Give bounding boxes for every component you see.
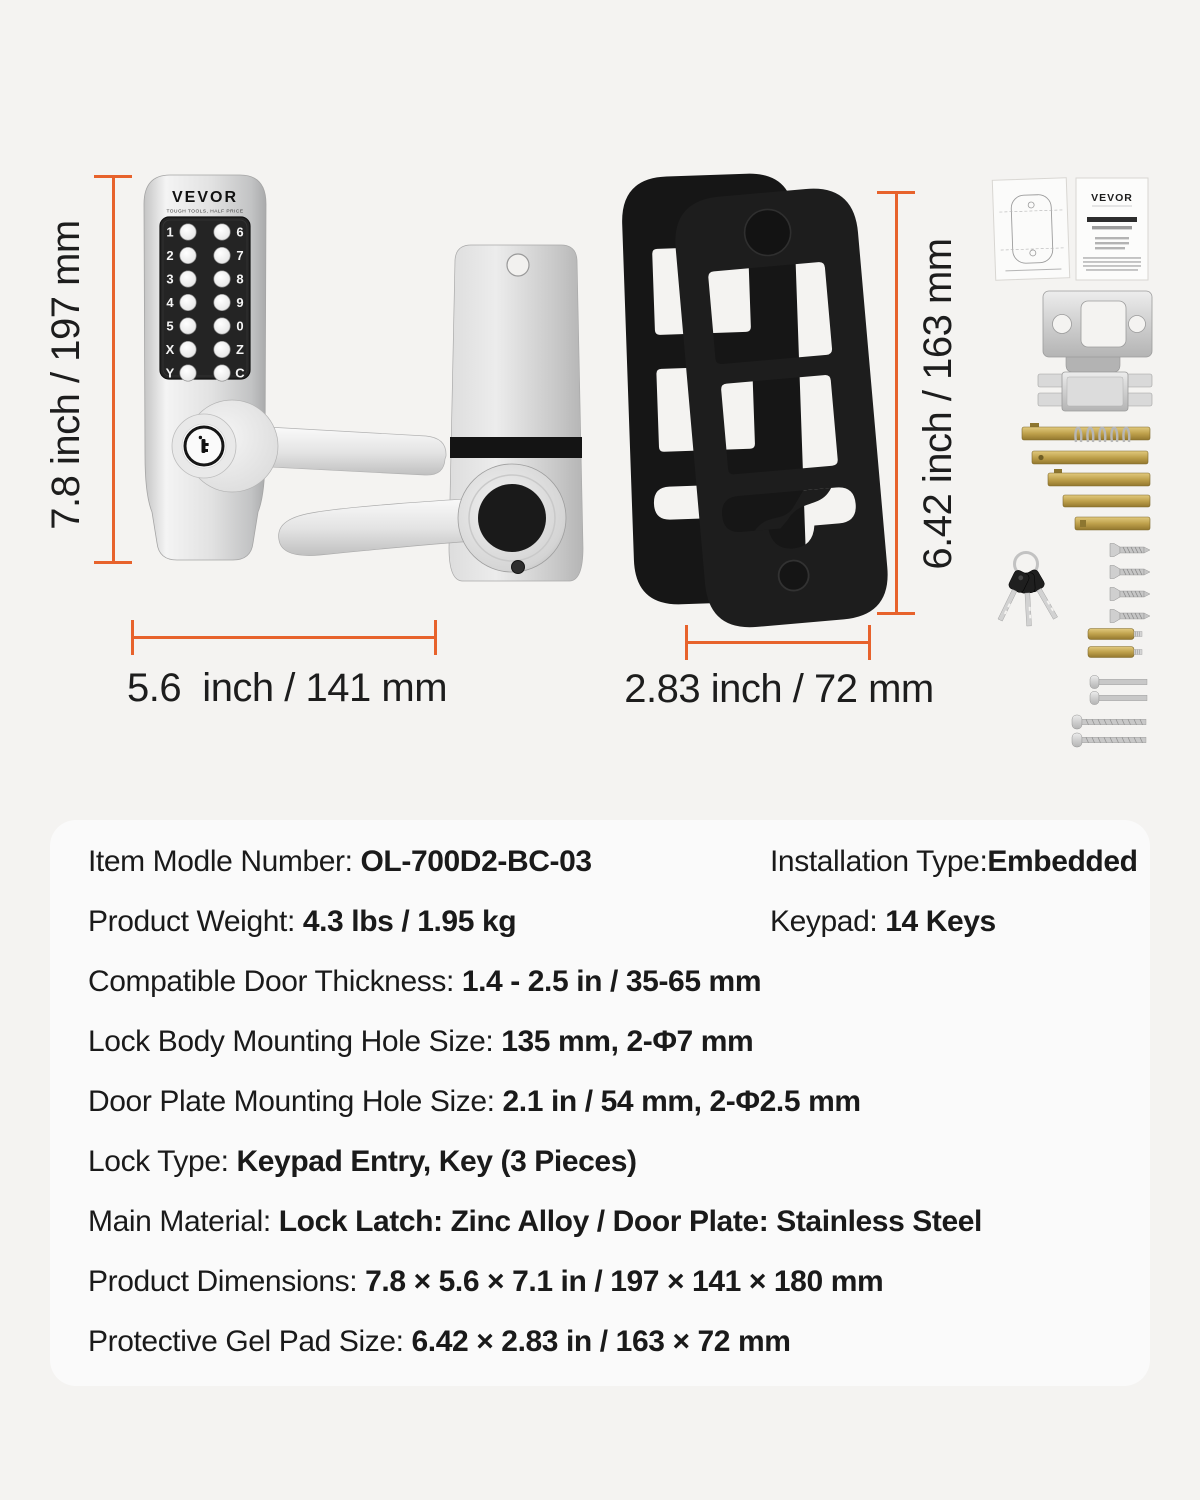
spec-row-gel-pad-size (88, 1312, 1126, 1372)
spec-value: 135 mm, 2-Φ7 mm (501, 1025, 754, 1058)
key-label[interactable]: Z (236, 342, 244, 357)
spindle-bars (1022, 423, 1150, 530)
spec-row-lock-type (88, 1132, 1126, 1192)
pad-height-line (895, 193, 898, 615)
spec-value: 6.42 × 2.83 in / 163 × 72 mm (411, 1325, 791, 1358)
exterior-lever (250, 426, 446, 475)
spec-value: 7.8 × 5.6 × 7.1 in / 197 × 141 × 180 mm (365, 1265, 884, 1298)
lock-height-label: 7.8 inch / 197 mm (44, 220, 88, 530)
lock-width-line (133, 636, 437, 639)
spec-row-product-dimensions (88, 1252, 1126, 1312)
spec-installation-type (770, 832, 1138, 892)
spec-label: Main Material: (88, 1205, 279, 1238)
hub-insert (478, 484, 546, 552)
spec-label: Compatible Door Thickness: (88, 965, 462, 998)
spec-value: OL-700D2-BC-03 (360, 845, 592, 878)
spec-door-thickness (88, 952, 1126, 1012)
drilling-template-sheet (992, 178, 1069, 281)
strike-plate (1043, 291, 1152, 372)
key-label[interactable]: 5 (166, 318, 174, 334)
key-label[interactable]: 1 (166, 224, 174, 240)
key-label[interactable]: 0 (236, 318, 244, 334)
brand-logo: VEVOR (171, 189, 239, 206)
manual-sheets (992, 178, 1148, 281)
latch-plate (1038, 372, 1152, 411)
key-label[interactable]: 9 (236, 295, 244, 310)
spec-label: Product Dimensions: (88, 1265, 366, 1298)
pad-width-line (687, 641, 871, 644)
spec-label: Keypad: (770, 905, 886, 938)
key-cylinder (172, 414, 236, 478)
key-label[interactable]: Y (165, 365, 175, 381)
instruction-sheet (1076, 178, 1148, 280)
spec-main-material (88, 1192, 1126, 1252)
key-label[interactable]: C (235, 365, 245, 381)
spec-value: Lock Latch: Zinc Alloy / Door Plate: Stainless Steel (278, 1205, 982, 1238)
spec-lock-type (88, 1132, 1126, 1192)
spec-value: 14 Keys (885, 905, 996, 938)
spec-row-material (88, 1192, 1126, 1252)
spec-label: Door Plate Mounting Hole Size: (88, 1085, 503, 1118)
spec-keypad (770, 892, 1126, 952)
pad-height-tick-bottom (877, 612, 915, 615)
spec-value: 4.3 lbs / 1.95 kg (302, 905, 517, 938)
spec-product-weight (88, 892, 770, 952)
key-label[interactable]: 3 (166, 271, 174, 287)
lock-width-tick-right (434, 620, 437, 655)
key-label[interactable]: 6 (236, 224, 244, 240)
spec-row-door-plate-hole (88, 1072, 1126, 1132)
pad-width-tick-right (868, 625, 871, 660)
key-label[interactable]: 2 (166, 248, 174, 263)
pad-width-tick-left (685, 625, 688, 660)
side-plate-stripe (450, 437, 582, 458)
lock-width-label: 5.6 inch / 141 mm (126, 666, 448, 710)
spec-gel-pad-size (88, 1312, 1126, 1372)
spec-lock-body-hole (88, 1012, 1126, 1072)
key-label[interactable]: 8 (236, 271, 244, 287)
keypad (160, 217, 250, 381)
spec-label: Product Weight: (88, 905, 303, 938)
spec-row-lock-body-hole (88, 1012, 1126, 1072)
brand-tagline: TOUGH TOOLS, HALF PRICE (166, 209, 244, 215)
spec-value: 2.1 in / 54 mm, 2-Φ2.5 mm (502, 1085, 861, 1118)
lock-side-view (279, 245, 583, 581)
spec-door-plate-hole (88, 1072, 1126, 1132)
spec-value: Embedded (987, 845, 1138, 878)
spec-panel (50, 820, 1150, 1386)
spec-label: Item Modle Number: (88, 845, 361, 878)
key-label[interactable]: X (165, 342, 175, 357)
spec-row-weight (88, 892, 1126, 952)
lock-height-tick-bottom (94, 561, 132, 564)
set-screw (512, 561, 525, 574)
accessories-photo (980, 165, 1170, 755)
lock-width-tick-left (131, 620, 134, 655)
side-plate-hole (507, 254, 529, 276)
spec-label: Protective Gel Pad Size: (88, 1325, 412, 1358)
spec-row-door-thickness (88, 952, 1126, 1012)
spec-label: Lock Type: (88, 1145, 237, 1178)
spec-product-dimensions (88, 1252, 1126, 1312)
gel-pads-photo (610, 150, 900, 660)
spec-value: Keypad Entry, Key (3 Pieces) (236, 1145, 637, 1178)
lock-front-view (144, 175, 446, 560)
spec-label: Lock Body Mounting Hole Size: (88, 1025, 502, 1058)
pad-height-tick-top (877, 191, 915, 194)
keypad-lock-photo (130, 160, 600, 600)
spec-item-model-number (88, 832, 770, 892)
mounting-screws (1072, 544, 1150, 748)
keys (993, 553, 1062, 627)
lock-height-line (112, 177, 115, 563)
lock-height-tick-top (94, 175, 132, 178)
spec-value: 1.4 - 2.5 in / 35-65 mm (461, 965, 762, 998)
key-label[interactable]: 4 (166, 295, 174, 310)
spec-label: Installation Type: (770, 845, 988, 878)
manual-brand: VEVOR (1091, 192, 1133, 204)
pad-height-label: 6.42 inch / 163 mm (916, 238, 960, 570)
pad-width-label: 2.83 inch / 72 mm (624, 667, 934, 711)
spec-row-model (88, 832, 1138, 892)
key-label[interactable]: 7 (236, 248, 244, 263)
